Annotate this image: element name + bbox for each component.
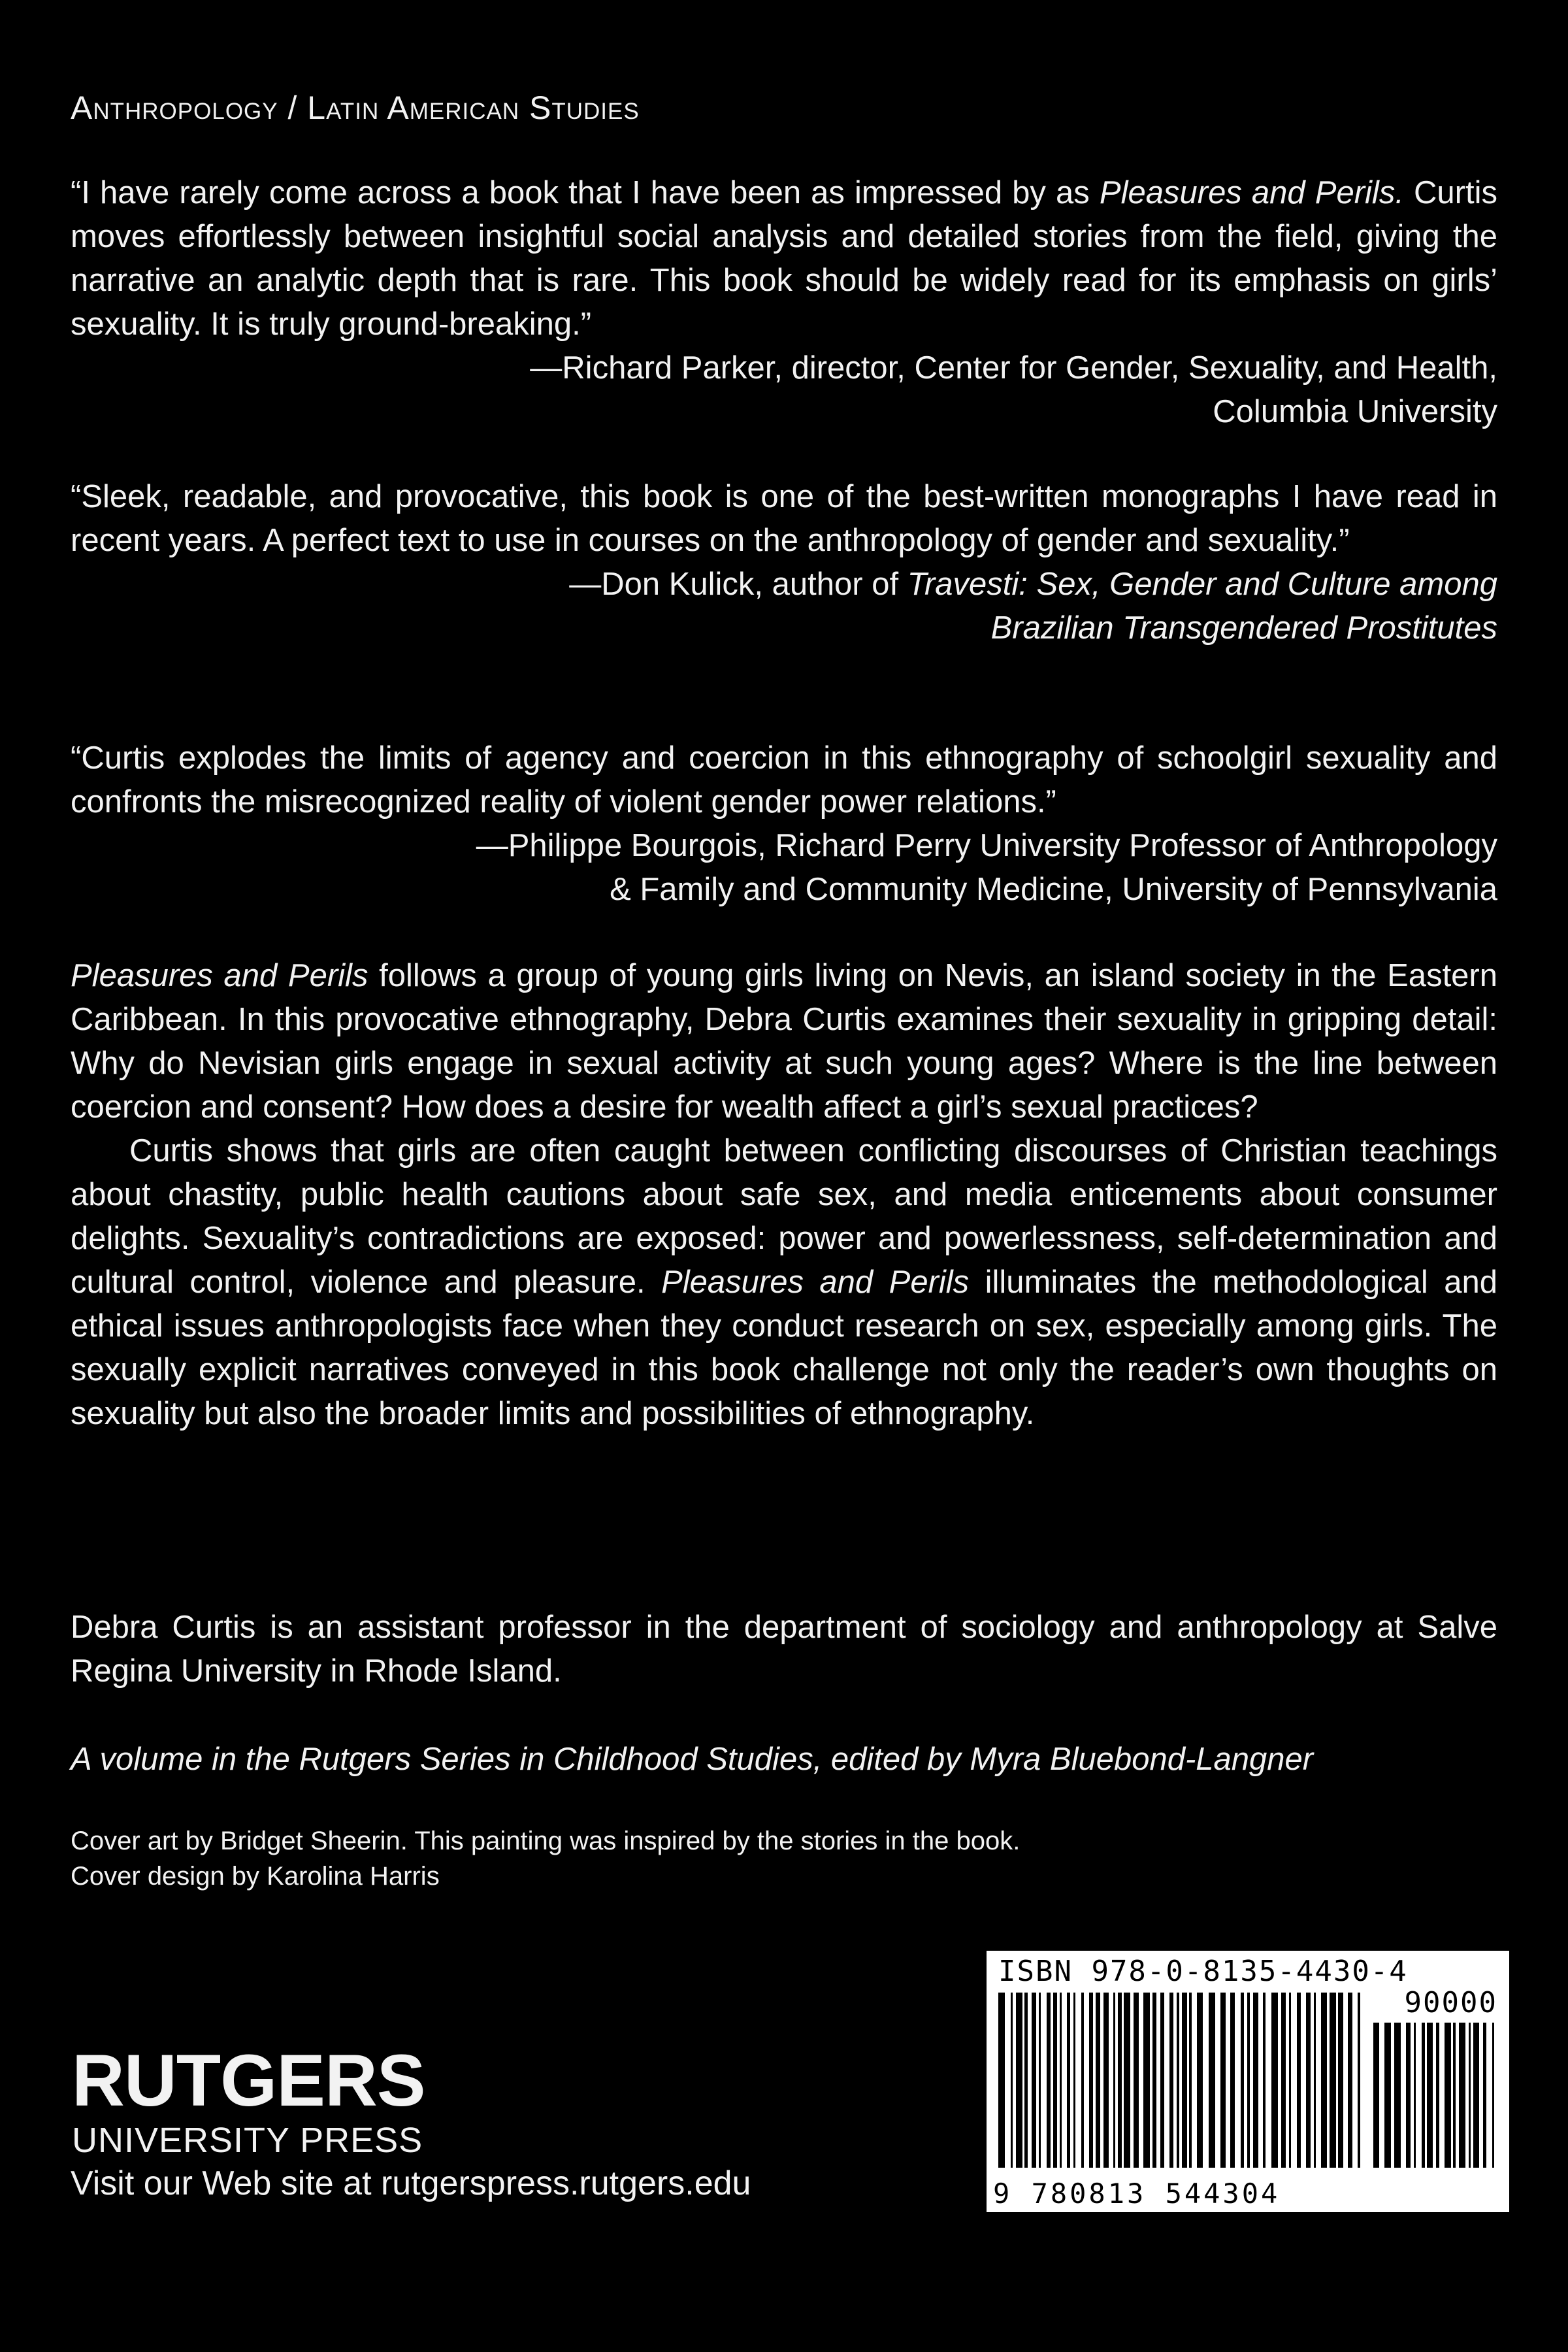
- publisher-website: Visit our Web site at rutgerspress.rutgers.edu: [71, 2164, 751, 2202]
- review-quote-1: [71, 171, 1497, 434]
- ean-bars: [998, 1993, 1364, 2176]
- quote-text: “I have rarely come across a book that I have been as impressed by as Pleasures and Perils. Curtis moves effortlessly between insightful social analysis and detailed stories from the field, giving the narrative an analytic depth that is rare. This book should be widely read for its emphasis on girls’ sexuality. It is truly ground-breaking.”: [71, 175, 1498, 342]
- cover-design-credit: Cover design by Karolina Harris: [71, 1862, 440, 1891]
- publisher-subname: UNIVERSITY PRESS: [72, 2121, 423, 2160]
- back-cover: [71, 0, 1497, 2352]
- ean-digits: 9 780813 544304: [993, 2178, 1281, 2210]
- quote-attribution: —Philippe Bourgois, Richard Perry University Professor of Anthropology & Family and Community Medicine, University of Pennsylvania: [476, 828, 1497, 907]
- isbn-label: ISBN 978-0-8135-4430-4: [998, 1955, 1408, 1988]
- author-bio: Debra Curtis is an assistant professor in the department of sociology and anthropology at Salve Regina University in Rhode Island.: [71, 1610, 1497, 1689]
- quote-text: “Sleek, readable, and provocative, this book is one of the best-written monographs I have read in recent years. A perfect text to use in courses on the anthropology of gender and sexuality.”: [71, 479, 1497, 558]
- series-note: A volume in the Rutgers Series in Childhood Studies, edited by Myra Bluebond-Langner: [71, 1742, 1314, 1777]
- review-quote-3: [71, 737, 1497, 912]
- isbn-barcode: [987, 1951, 1509, 2212]
- description-paragraph-2: Curtis shows that girls are often caught between conflicting discourses of Christian teachings about chastity, public health cautions about safe sex, and media enticements about consumer delights. Sexuality’s contradictions are exposed: power and powerlessness, self-determination and cultural control, violence and pleasure. Pleasures and Perils illuminates the methodological and ethical issues anthropologists face when they conduct research on sex, especially among girls. The sexually explicit narratives conveyed in this book challenge not only the reader’s own thoughts on sexuality but also the broader limits and possibilities of ethnography.: [71, 1133, 1497, 1431]
- addon-bars: [1373, 2023, 1497, 2206]
- price-code: 90000: [1404, 1986, 1497, 2019]
- book-description: [71, 954, 1497, 1436]
- review-quote-2: [71, 475, 1497, 650]
- publisher-logo: RUTGERS: [72, 2040, 425, 2121]
- cover-art-credit: Cover art by Bridget Sheerin. This painting was inspired by the stories in the book.: [71, 1827, 1021, 1855]
- quote-attribution: —Richard Parker, director, Center for Gender, Sexuality, and Health, Columbia University: [530, 350, 1497, 429]
- quote-text: “Curtis explodes the limits of agency and coercion in this ethnography of schoolgirl sexuality and confronts the misrecognized reality of violent gender power relations.”: [71, 740, 1497, 820]
- category-label: Anthropology / Latin American Studies: [71, 90, 640, 126]
- quote-attribution: —Don Kulick, author of Travesti: Sex, Gender and Culture among Brazilian Transgendered Prostitutes: [569, 567, 1497, 646]
- description-paragraph-1: Pleasures and Perils follows a group of young girls living on Nevis, an island society in the Eastern Caribbean. In this provocative ethnography, Debra Curtis examines their sexuality in gripping detail: Why do Nevisian girls engage in sexual activity at such young ages? Where is the line between coercion and consent? How does a desire for wealth affect a girl’s sexual practices?: [71, 958, 1497, 1125]
